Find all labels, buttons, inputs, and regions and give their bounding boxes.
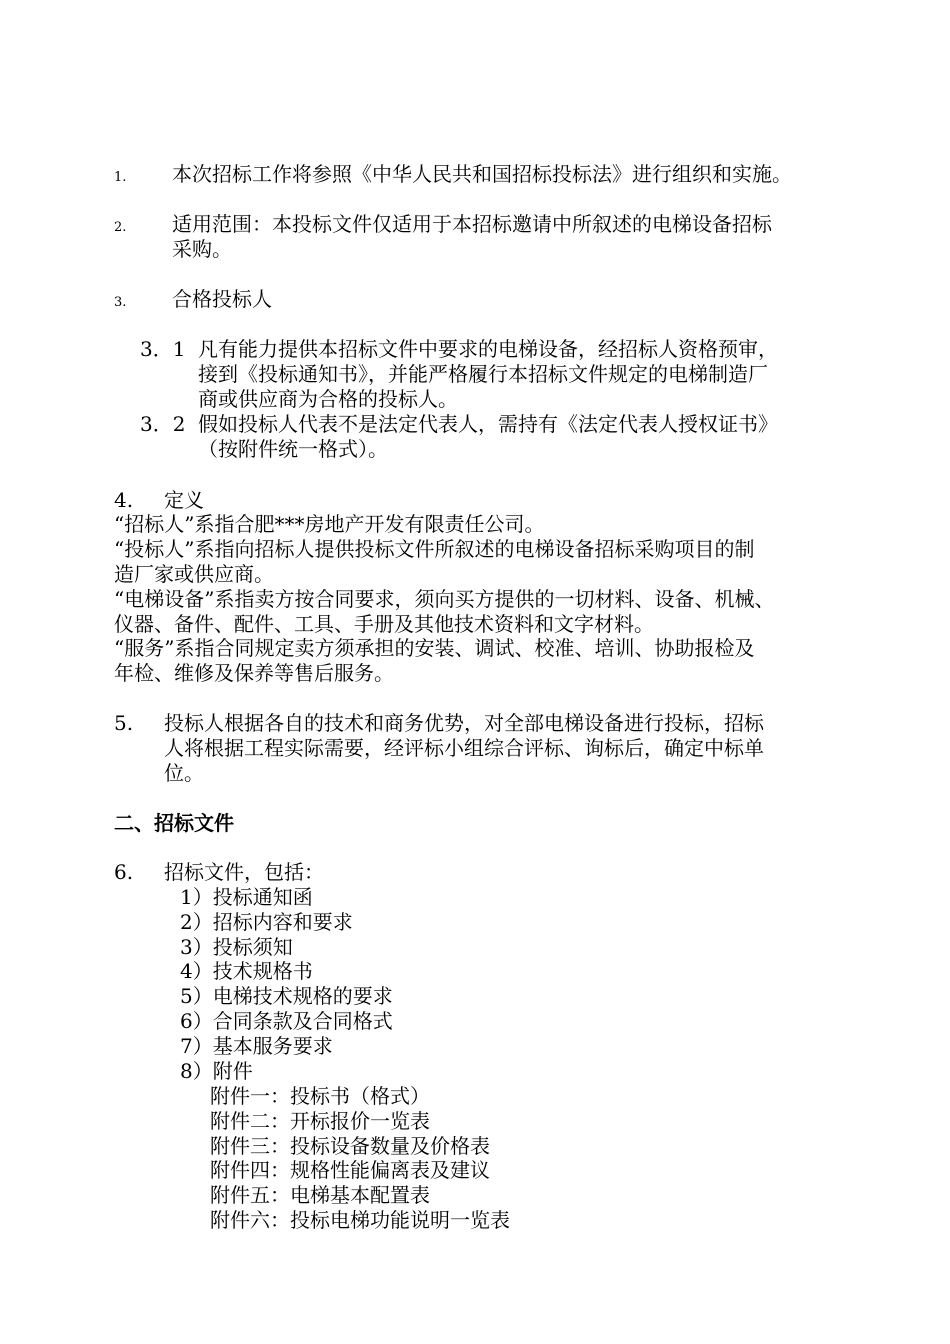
item-1-number: 1. [114, 170, 127, 185]
annex-item: 附件四：规格性能偏离表及建议 [210, 1158, 490, 1182]
document-list-item: 2）招标内容和要求 [180, 910, 353, 934]
item-5-line-2: 人将根据工程实际需要，经评标小组综合评标、询标后，确定中标单 [164, 736, 764, 760]
annex-item: 附件三：投标设备数量及价格表 [210, 1134, 490, 1158]
item-3-1-line-2: 接到《投标通知书》，并能严格履行本招标文件规定的电梯制造厂 [198, 362, 768, 386]
item-3-1-number: 3．1 [140, 337, 186, 361]
item-3-1-line-3: 商或供应商为合格的投标人。 [198, 387, 458, 411]
definition-line: 仪器、备件、配件、工具、手册及其他技术资料和文字材料。 [114, 612, 654, 636]
annex-item: 附件一：投标书（格式） [210, 1084, 430, 1108]
document-list-item: 4）技术规格书 [180, 959, 313, 983]
item-5-line-3: 位。 [164, 761, 204, 785]
definition-line: 年检、维修及保养等售后服务。 [114, 661, 394, 685]
item-2-line-1: 适用范围：本投标文件仅适用于本招标邀请中所叙述的电梯设备招标 [172, 212, 772, 236]
item-5-line-1: 投标人根据各自的技术和商务优势，对全部电梯设备进行投标，招标 [164, 711, 764, 735]
item-6-number: 6. [114, 860, 134, 884]
item-3-2-number: 3．2 [140, 412, 186, 436]
definition-line: “招标人”系指合肥***房地产开发有限责任公司。 [114, 512, 545, 536]
definition-line: “服务”系指合同规定卖方须承担的安装、调试、校准、培训、协助报检及 [114, 636, 755, 660]
annex-item: 附件五：电梯基本配置表 [210, 1183, 430, 1207]
item-6-text: 招标文件，包括： [164, 860, 324, 884]
item-3-number: 3. [114, 295, 127, 310]
section-heading: 二、招标文件 [114, 811, 234, 835]
definition-line: 造厂家或供应商。 [114, 562, 274, 586]
item-3-1-line-1: 凡有能力提供本招标文件中要求的电梯设备，经招标人资格预审， [198, 337, 778, 361]
annex-item: 附件六：投标电梯功能说明一览表 [210, 1208, 510, 1232]
item-3-2-line-1: 假如投标人代表不是法定代表人，需持有《法定代表人授权证书》 [198, 412, 778, 436]
item-2-number: 2. [114, 220, 127, 235]
definition-line: “投标人”系指向招标人提供投标文件所叙述的电梯设备招标采购项目的制 [114, 537, 755, 561]
document-list-item: 6）合同条款及合同格式 [180, 1009, 393, 1033]
document-list-item: 8）附件 [180, 1059, 253, 1083]
item-1-text: 本次招标工作将参照《中华人民共和国招标投标法》进行组织和实施。 [172, 162, 792, 186]
item-2-line-2: 采购。 [172, 237, 232, 261]
annex-item: 附件二：开标报价一览表 [210, 1109, 430, 1133]
document-list-item: 1）投标通知函 [180, 885, 313, 909]
document-list-item: 7）基本服务要求 [180, 1034, 333, 1058]
document-list-item: 3）投标须知 [180, 935, 293, 959]
item-3-text: 合格投标人 [172, 287, 272, 311]
item-4-text: 定义 [164, 488, 204, 512]
item-3-2-line-2: （按附件统一格式）。 [198, 437, 388, 461]
document-list-item: 5）电梯技术规格的要求 [180, 984, 393, 1008]
item-5-number: 5. [114, 711, 134, 735]
definition-line: “电梯设备”系指卖方按合同要求，须向买方提供的一切材料、设备、机械、 [114, 587, 775, 611]
item-4-number: 4. [114, 488, 134, 512]
